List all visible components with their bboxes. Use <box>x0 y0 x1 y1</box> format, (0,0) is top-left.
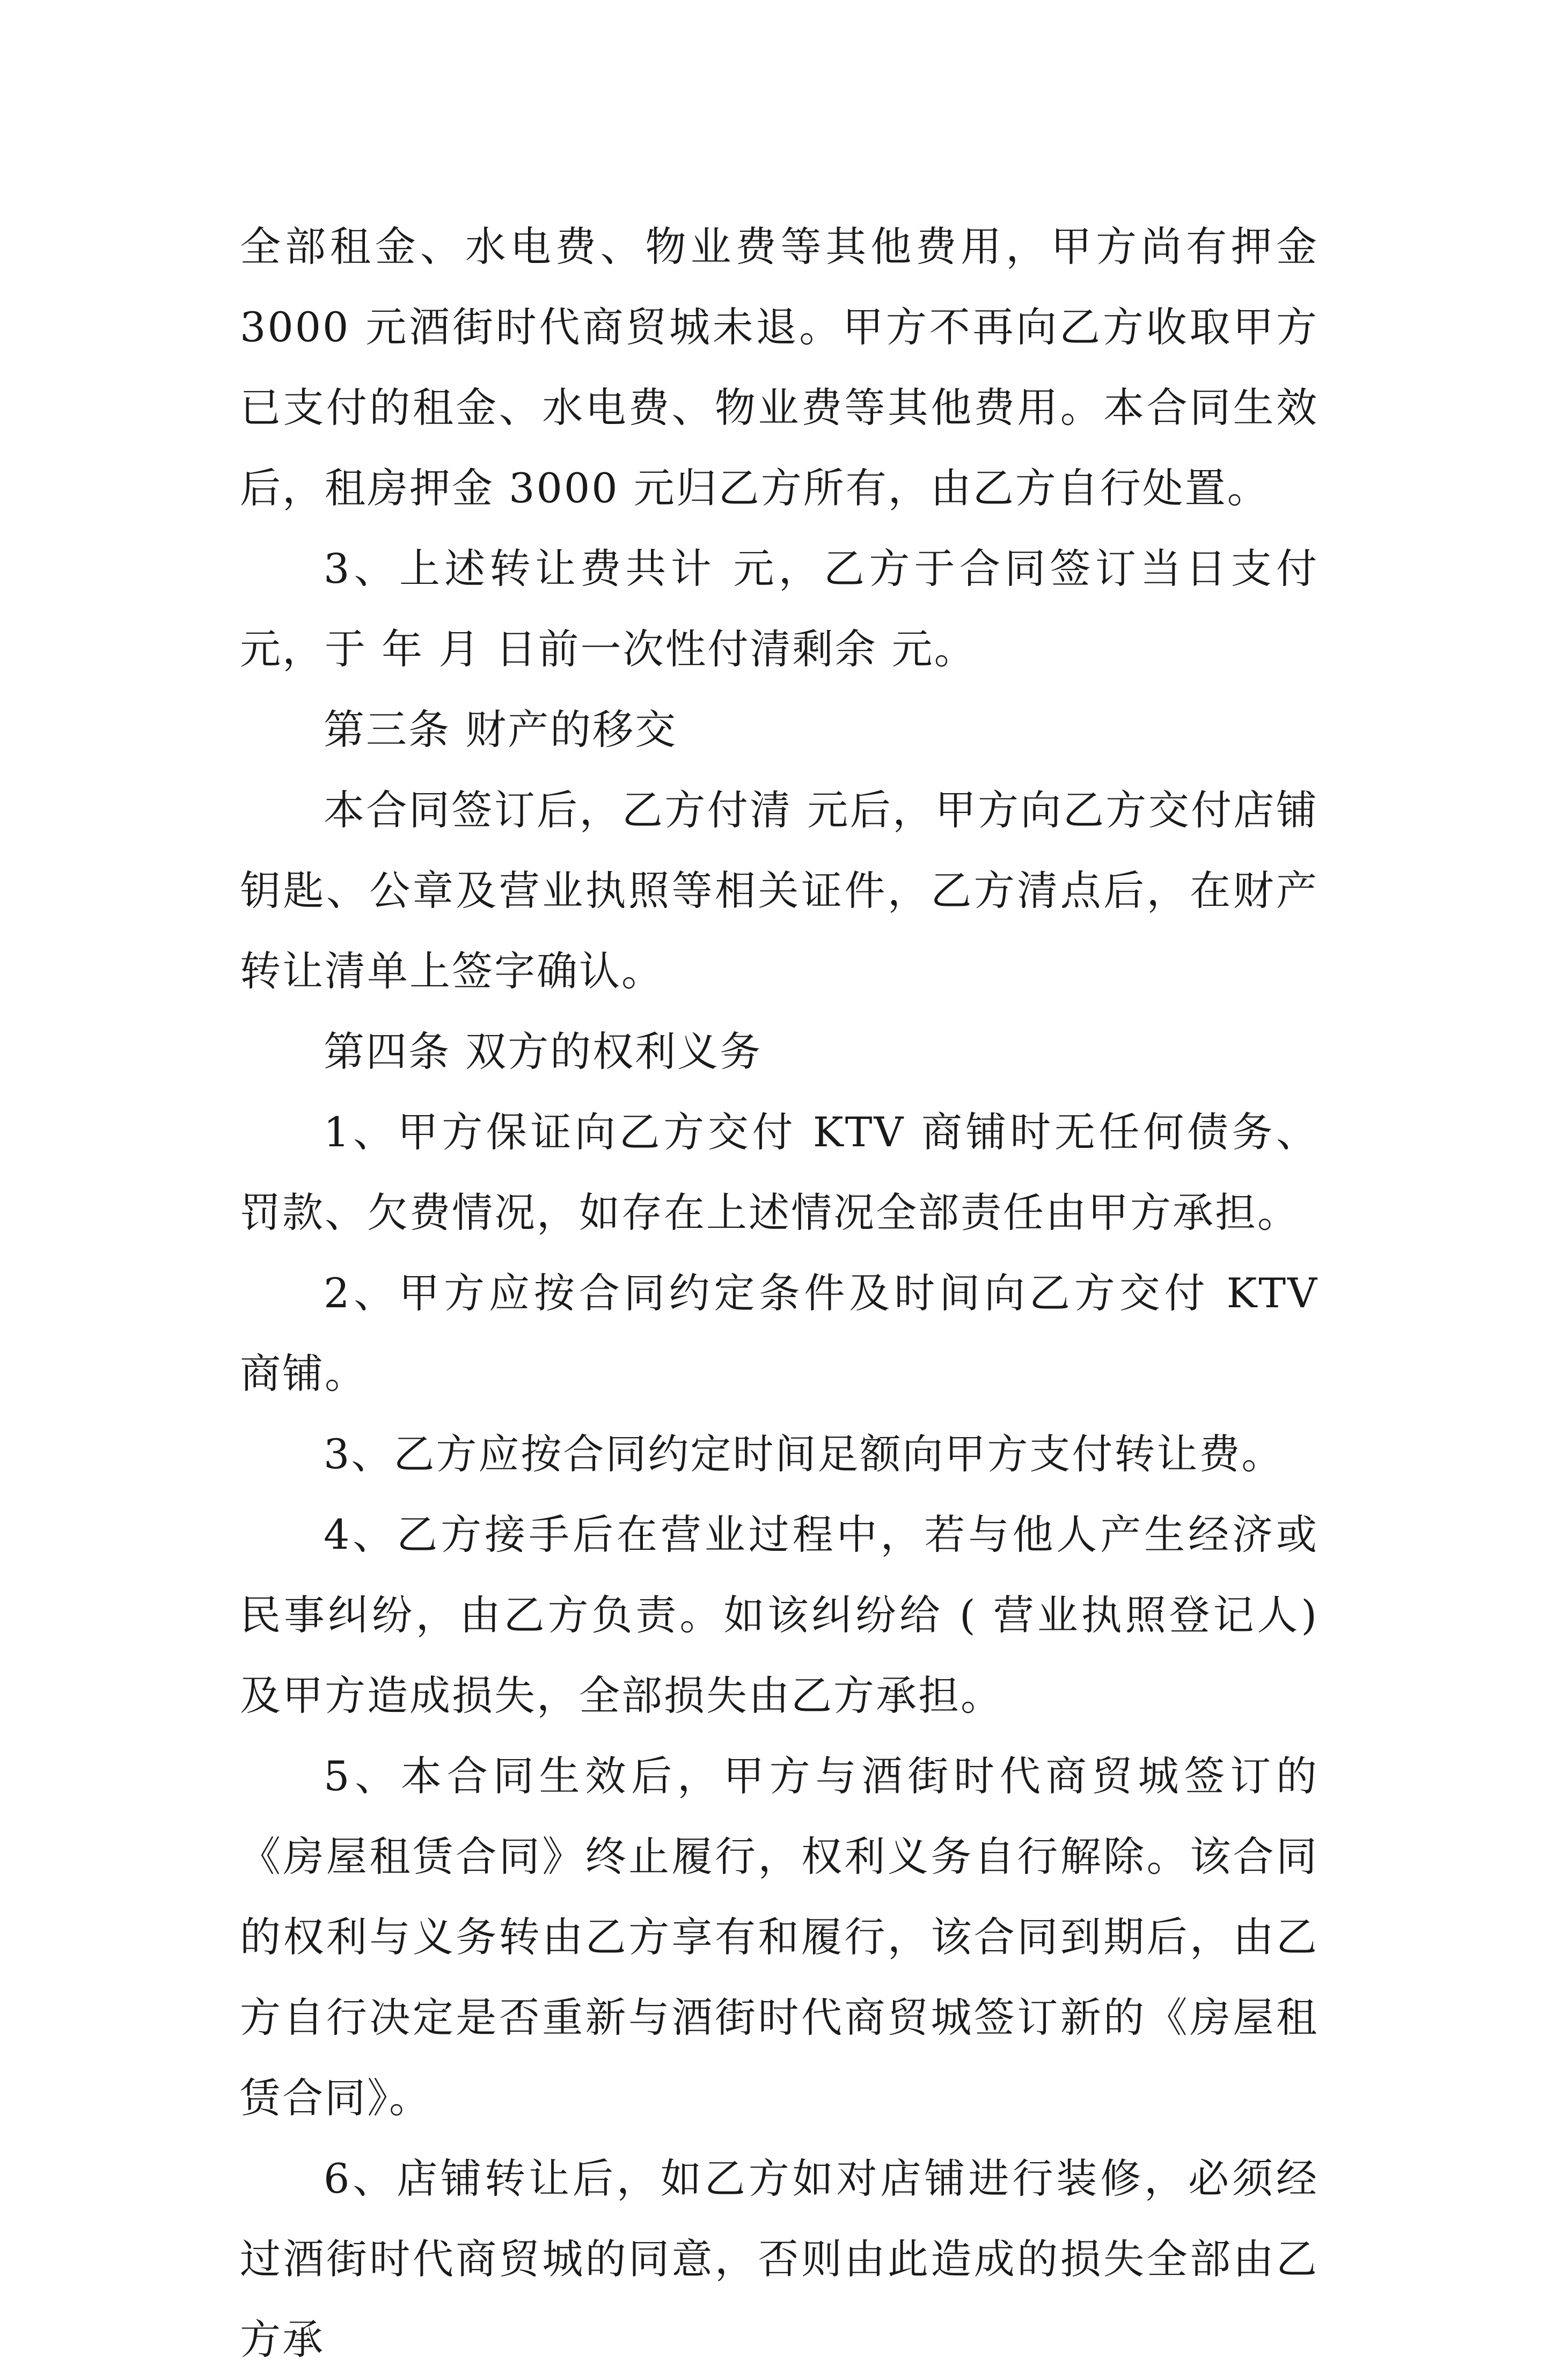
paragraph-deposit-continuation: 全部租金、水电费、物业费等其他费用，甲方尚有押金 3000 元酒街时代商贸城未退。甲方不再向乙方收取甲方已支付的租金、水电费、物业费等其他费用。本合同生效后，租房押金 3000 元归乙方所有，由乙方自行处置。 <box>240 223 1318 512</box>
paragraph-article-3-body: 本合同签订后，乙方付清 元后，甲方向乙方交付店铺钥匙、公章及营业执照等相关证件，乙方清点后，在财产转让清单上签字确认。 <box>240 786 1318 995</box>
paragraph-article-4-item-5: 5、本合同生效后，甲方与酒街时代商贸城签订的《房屋租赁合同》终止履行，权利义务自行解除。该合同的权利与义务转由乙方享有和履行，该合同到期后，由乙方自行决定是否重新与酒街时代商贸城签订新的《房屋租赁合同》。 <box>240 1752 1318 2122</box>
paragraph-article-4-item-2: 2、甲方应按合同约定条件及时间向乙方交付 KTV 商铺。 <box>240 1269 1318 1397</box>
article-3-heading: 第三条 财产的移交 <box>324 706 678 753</box>
paragraph-article-4-item-3: 3、乙方应按合同约定时间足额向甲方支付转让费。 <box>324 1430 1284 1478</box>
paragraph-article-4-item-1: 1、甲方保证向乙方交付 KTV 商铺时无任何债务、罚款、欠费情况，如存在上述情况全部责任由甲方承担。 <box>240 1108 1318 1236</box>
paragraph-article-4-item-4: 4、乙方接手后在营业过程中，若与他人产生经济或民事纠纷，由乙方负责。如该纠纷给 ( 营业执照登记人)及甲方造成损失，全部损失由乙方承担。 <box>240 1511 1318 1719</box>
paragraph-article-4-item-6: 6、店铺转让后，如乙方如对店铺进行装修，必须经过酒街时代商贸城的同意，否则由此造成的损失全部由乙方承 <box>240 2155 1318 2363</box>
paragraph-clause-3-payment: 3、上述转让费共计 元，乙方于合同签订当日支付 元，于 年 月 日前一次性付清剩余 元。 <box>240 545 1318 673</box>
document-body <box>240 207 1318 2380</box>
article-4-heading: 第四条 双方的权利义务 <box>324 1028 763 1075</box>
